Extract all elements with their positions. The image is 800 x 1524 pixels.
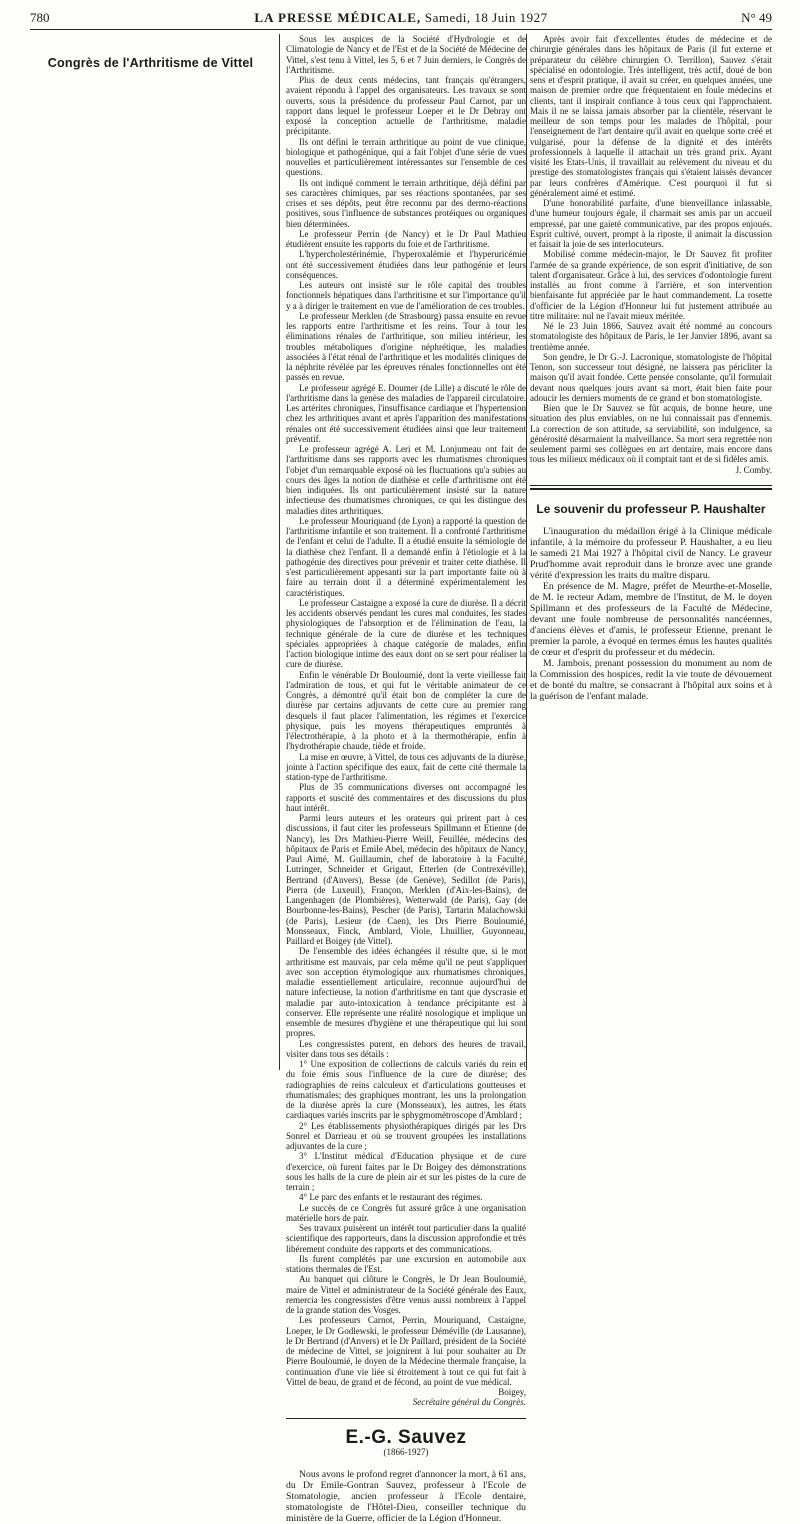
signature-title: Secrétaire général du Congrès. xyxy=(412,1397,526,1408)
issue-number: N° 49 xyxy=(741,10,772,25)
article-title: Le souvenir du professeur P. Haushalter xyxy=(536,501,766,516)
article-paragraph: M. Jambois, prenant possession du monument au nom de la Commission des hospices, redit la vie toute de dévouement et de bonté du maître, se consacrant à l'hôpital aux soins et à la guérison de l'enfant malade. xyxy=(530,658,772,702)
article-title: Congrès de l'Arthritisme de Vittel xyxy=(47,56,254,70)
article-paragraph: Plus de 35 communications diverses ont accompagné les rapports et suscité des commentaires et des discussions du plus haut intérêt. xyxy=(286,782,526,813)
article-paragraph: Sous les auspices de la Société d'Hydrologie et de Climatologie de Nancy et de l'Est et de la Société de Médecine de Vittel, s'est tenu à Vittel, les 5, 6 et 7 Juin derniers, le Congrès de l'Arthritisme. xyxy=(286,34,526,75)
obituary-paragraph: D'une honorabilité parfaite, d'une bienveillance inlassable, d'une humeur toujours égale, il charmait ses amis par un accueil empressé, par une gaieté communicative, par des propos enjoués. Esprit cultivé, ouvert, prompt à la riposte, il animait la discussion et faisait la joie de ses interlocuteurs. xyxy=(530,198,772,249)
article-paragraph: La mise en œuvre, à Vittel, de tous ces adjuvants de la diurèse, jointe à l'action spécifique des eaux, fait de cette cité thermale la station-type de l'arthritisme. xyxy=(286,751,526,782)
article-paragraph: Les congressistes purent, en dehors des heures de travail, visiter dans tous ses détails : xyxy=(286,1038,526,1059)
obituary-paragraph: Bien que le Dr Sauvez se fût acquis, de bonne heure, une situation des plus enviables, on ne lui connaissait pas d'ennemis. La correction de son attitude, sa serviabilité, son indulgence, sa générosité désarmaient la malveillance. Sa mort sera regrettée non seulement parmi ses collègues en art dentaire, mais encore dans tous les milieux médicaux où il comptait tant et de si fidèles amis. xyxy=(530,403,772,465)
page-number: 780 xyxy=(30,10,50,25)
article-paragraph: Parmi leurs auteurs et les orateurs qui prirent part à ces discussions, il faut citer les professeurs Spillmann et Etienne (de Nancy), les Drs Mathieu-Pierre Weill, Feuillée, médecins des hôpitaux de Paris et Emile Abel, médecin des hôpitaux de Nancy, Paul Aimé, M. Guillaumin, chef de laboratoire à la Faculté, Lutringer, Schneider et Grigaut, Etterlen (de Contrexéville), Bertrand (d'Anvers), Besse (de Genève), Sedillot (de Paris), Pierra (de Luxeuil), Françon, Merklen (d'Aix-les-Bains), de Langenhagen (de Plombières), Wetterwald (de Paris), Gay (de Bourbonne-les-Bains), Pescher (de Paris), Tartarin Malachowski (de Paris), Lesieur (de Caen), les Drs Pierre Bouloumié, Monsseaux, Finck, Amblard, Viole, Lhuillier, Guyonneau, Paillard et Boigey (de Vittel). xyxy=(286,813,526,946)
article-paragraph: 3° L'Institut médical d'Education physique et de cure d'exercice, où furent faites par le Dr Boigey des démonstrations sous les halls de la cure de plein air et sur les pistes de la cure de terrain ; xyxy=(286,1151,526,1192)
article-paragraph: Le succès de ce Congrès fut assuré grâce à une organisation matérielle hors de pair. xyxy=(286,1202,526,1223)
obituary-paragraph: Né le 23 Juin 1866, Sauvez avait été nommé au concours stomatologiste des hôpitaux de Paris, le 1er Janvier 1896, avant sa trentième année. xyxy=(530,321,772,352)
article-paragraph: De l'ensemble des idées échangées il résulte que, si le mot arthritisme est mauvais, par cela même qu'il ne peut s'appliquer avec son acception étymologique aux rhumatismes chroniques, maladie essentiellement articulaire, reconnue aujourd'hui de nature infectieuse, la notion d'arthritisme en tant que dyscrasie et maladie par auto-intoxication à tendance précipitante est à conserver. Elle représente une réalité nosologique et implique un ensemble de mesures d'hygiène et une thérapeutique qui lui sont propres. xyxy=(286,946,526,1039)
obituary-signature: J. Comby. xyxy=(735,464,772,475)
issue-date: Samedi, 18 Juin 1927 xyxy=(424,10,548,25)
article-paragraph: En présence de M. Magre, préfet de Meurthe-et-Moselle, de M. le recteur Adam, membre de l'Institut, de M. le doyen Spillmann et des professeurs de la Faculté de Médecine, devant une foule nombreuse de personnalités nancéennes, d'anciens élèves et d'amis, le professeur Etienne, prenant le premier la parole, a évoqué en termes émus les hautes qualités de cœur et d'esprit du professeur et du médecin. xyxy=(530,581,772,658)
column-divider xyxy=(279,34,280,1070)
column-left xyxy=(30,34,271,1074)
section-rule xyxy=(530,485,772,486)
page-header xyxy=(30,6,772,30)
journal-title: LA PRESSE MÉDICALE, xyxy=(254,10,422,25)
obituary-paragraph: Après avoir fait d'excellentes études de médecine et de chirurgie générales dans les hôpitaux de Paris (il fut externe et préparateur du célèbre chirurgien O. Terrillon), Sauvez s'était spécialisé en odontologie. Très intelligent, très actif, doué de bon sens et d'esprit pratique, il avait su créer, en quelques années, une maison de premier ordre que fréquentaient en foule médecins et clients, tant il inspirait confiance à tous ceux qui l'approchaient. Mais il ne se laissa jamais absorber par la clientèle, réservant le meilleur de son temps pour les malades de l'hôpital, pour l'enseignement de l'art dentaire qu'il avait en quelque sorte créé et vulgarisé, pour la défense de la dignité et des intérêts professionnels à laquelle il attachait un très grand prix. Ayant visité les Etats-Unis, il travaillait au relèvement du niveau et du prestige des stomatologistes français qui s'étaient laissés devancer par leurs confrères d'Amérique. C'est pourquoi il fut si généralement aimé et estimé. xyxy=(530,34,772,198)
article-paragraph: Ils ont indiqué comment le terrain arthritique, déjà défini par ses caractères chimiques, par ses réactions spontanées, par ses crises et ses dépôts, peut être reconnu par des dermo-réactions positives, sous l'influence de substances protéiques ou organiques bien déterminées. xyxy=(286,177,526,229)
header-rule xyxy=(30,29,772,30)
obituary-intro: Nous avons le profond regret d'annoncer la mort, à 61 ans, du Dr Emile-Gontran Sauvez, professeur à l'Ecole de Stomatologie, ancien professeur à l'Ecole dentaire, stomatologiste de l'Hôtel-Dieu, conseiller technique du ministère de la Guerre, officier de la Légion d'Honneur. xyxy=(286,1469,526,1524)
article-paragraph: Les auteurs ont insisté sur le rôle capital des troubles fonctionnels hépatiques dans l'arthritisme et sur l'importance qu'il y a à diriger le traitement en vue de l'amélioration de ces troubles. xyxy=(286,280,526,311)
section-rule-thick xyxy=(530,488,772,490)
article-paragraph: Enfin le vénérable Dr Bouloumié, dont la verte vieillesse fait l'admiration de tous, et qui fut le véritable animateur de ce Congrès, a démontré qu'il était bon de compléter la cure de diurèse par certains adjuvants de cette cure au premier rang desquels il faut placer l'alimentation, les régimes et l'exercice physique, puis les moyens thérapeutiques empruntés à l'électrothérapie, à la photo et à la thermothérapie, enfin à l'hydrothérapie chaude, tiède et froide. xyxy=(286,669,526,752)
obituary-title: E.-G. Sauvez xyxy=(345,1426,467,1448)
obituary-paragraph: Mobilisé comme médecin-major, le Dr Sauvez fit profiter l'armée de sa grande expérience, de son esprit d'initiative, de son talent d'organisateur. Grâce à lui, des services d'odontologie furent installés au front comme à l'arrière, et son intervention bienfaisante fut appréciée par le haut commandement. La rosette d'officier de la Légion d'Honneur lui fut justement attribuée au titre militaire: nul ne l'avait mieux méritée. xyxy=(530,249,772,321)
column-divider xyxy=(526,34,527,1070)
article-paragraph: Le professeur Merklen (de Strasbourg) passa ensuite en revue les rapports entre l'arthritisme et les reins. Tour à tour les éliminations rénales de l'arthritique, son milieu intérieur, les troubles métaboliques d'origine néphrétique, les maladies associées à l'état rénal de l'arthritique et les modalités cliniques de la néphrite révélée par les épreuves rénales fonctionnelles ont été passés en revue. xyxy=(286,310,526,383)
article-paragraph: L'hypercholestérinémie, l'hyperoxalémie et l'hyperuricémie ont été successivement étudiées dans leur pathogénie et leurs conséquences. xyxy=(286,249,526,280)
journal-masthead xyxy=(30,10,772,26)
article-paragraph: Le professeur Castaigne a exposé la cure de diurèse. Il a décrit les accidents observés pendant les cures mal conduites, les stades physiologiques de l'absorption et de l'élimination de l'eau, la technique générale de la cure de diurèse et les techniques spéciales appropriées à chaque catégorie de malades, enfin l'action biologique intime des eaux dont on se sert pour réaliser la cure de diurèse. xyxy=(286,597,526,670)
article-paragraph: Ils furent complétés par une excursion en automobile aux stations thermales de l'Est. xyxy=(286,1253,526,1274)
article-paragraph: Ils ont défini le terrain arthritique au point de vue clinique, biologique et pathogénique, qui a fait l'objet d'une série de vues nouvelles et particulièrement intéressantes sur l'ensemble de ces questions. xyxy=(286,136,526,178)
article-paragraph: Plus de deux cents médecins, tant français qu'étrangers, avaient répondu à l'appel des organisateurs. Les travaux se sont ouverts, sous la présidence du professeur Paul Carnot, par un rapport dans lequel le professeur Loeper et le Dr Debray ont exposé la conception actuelle de l'arthritisme, maladie précipitante. xyxy=(286,75,526,137)
article-paragraph: Le professeur agrégé E. Doumer (de Lille) a discuté le rôle de l'arthritisme dans la genèse des maladies de l'appareil circulatoire. Les artérites chroniques, l'insuffisance cardiaque et l'hypertension chez les arthritiques avant et après l'apparition des manifestations rénales ont été successivement étudiées ainsi que leur traitement préventif. xyxy=(286,382,526,444)
article-paragraph: 2° Les établissements physiothérapiques dirigés par les Drs Sonrel et Darrieau et où se trouvent groupées les installations adjuvantes de la cure ; xyxy=(286,1120,526,1151)
section-rule xyxy=(286,1418,526,1419)
article-paragraph: Les professeurs Carnot, Perrin, Mouriquand, Castaigne, Loeper, le Dr Godlewski, le professeur Déméville (de Lausanne), le Dr Bertrand (d'Anvers) et le Dr Paillard, président de la Société de médecine de Vittel, se joignirent à lui pour souhaiter au Dr Pierre Bouloumié, le doyen de la Médecine thermale française, la continuation d'une vie liée si étroitement à tout ce qui fut fait à Vittel de beau, de grand et de fécond, au point de vue médical. xyxy=(286,1315,526,1387)
article-paragraph: Le professeur Mouriquand (de Lyon) a rapporté la question de l'arthritisme infantile et son traitement. Il a confronté l'arthritisme de l'enfant et celui de l'adulte. Il a étudié ensuite la sémiologie de la diathèse chez l'enfant. Il a demandé enfin à l'étiologie et à la pathogénie des directives pour prévenir et traiter cette diathèse. Il s'est particulièrement appesanti sur la part importante faite où à faire au terrain dont il a déterminé expérimentalement les caractéristiques. xyxy=(286,515,526,598)
obituary-dates: (1866-1927) xyxy=(383,1446,429,1457)
obituary-paragraph: Son gendre, le Dr G.-J. Lacronique, stomatologiste de l'hôpital Tenon, son successeur tout désigné, ne laissera pas péricliter la maison qu'il avait fondée. Cette pensée consolante, qu'il formulait devant nous quelques jours avant sa mort, était bien faite pour adoucir les derniers moments de ce grand et bon stomatologiste. xyxy=(530,351,772,403)
article-paragraph: 1° Une exposition de collections de calculs variés du rein et du foie émis sous l'influence de la cure de diurèse; des radiographies de reins calculeux et d'articulations goutteuses et rhumatismales; des graphiques montrant, les uns la prolongation de la diurèse après la cure (Monsseaux), les autres, les états cardiaques variés inscrits par le sphygmomètroscope d'Amblard ; xyxy=(286,1059,526,1121)
article-paragraph: Le professeur Perrin (de Nancy) et le Dr Paul Mathieu étudièrent ensuite les rapports du foie et de l'arthritisme. xyxy=(286,228,526,249)
article-paragraph: Au banquet qui clôture le Congrès, le Dr Jean Bouloumié, maire de Vittel et administrateur de la Société générale des Eaux, remercia les congressistes d'être venus aussi nombreux à l'appel de la grande station des Vosges. xyxy=(286,1274,526,1315)
article-paragraph: 4° Le parc des enfants et le restaurant des régimes. xyxy=(299,1192,483,1203)
column-middle xyxy=(286,34,526,1524)
column-right xyxy=(530,34,772,1074)
article-paragraph: Ses travaux puisèrent un intérêt tout particulier dans la qualité scientifique des rapporteurs, dans la discussion approfondie et très libérement conduite des rapports et des communications. xyxy=(286,1223,526,1254)
article-paragraph: L'inauguration du médaillon érigé à la Clinique médicale infantile, à la mémoire du professeur P. Haushalter, a eu lieu le samedi 21 Mai 1927 à l'hôpital civil de Nancy. Le graveur Prud'homme avait reproduit dans le bronze avec une grande vérité d'expression les traits du maître disparu. xyxy=(530,526,772,581)
article-signature: Boigey, xyxy=(498,1387,526,1397)
article-paragraph: Le professeur agrégé A. Leri et M. Lonjumeau ont fait de l'arthritisme dans ses rapports avec les rhumatismes chroniques l'objet d'un remarquable exposé où les fluctuations qu'a subies au cours des âges la notion de diathèse et celle d'arthritisme ont été bien indiquées. Ils ont particulièrement insisté sur la nature infectieuse des rhumatismes chroniques, ce qui les distingue des maladies dites arthritiques. xyxy=(286,444,526,516)
